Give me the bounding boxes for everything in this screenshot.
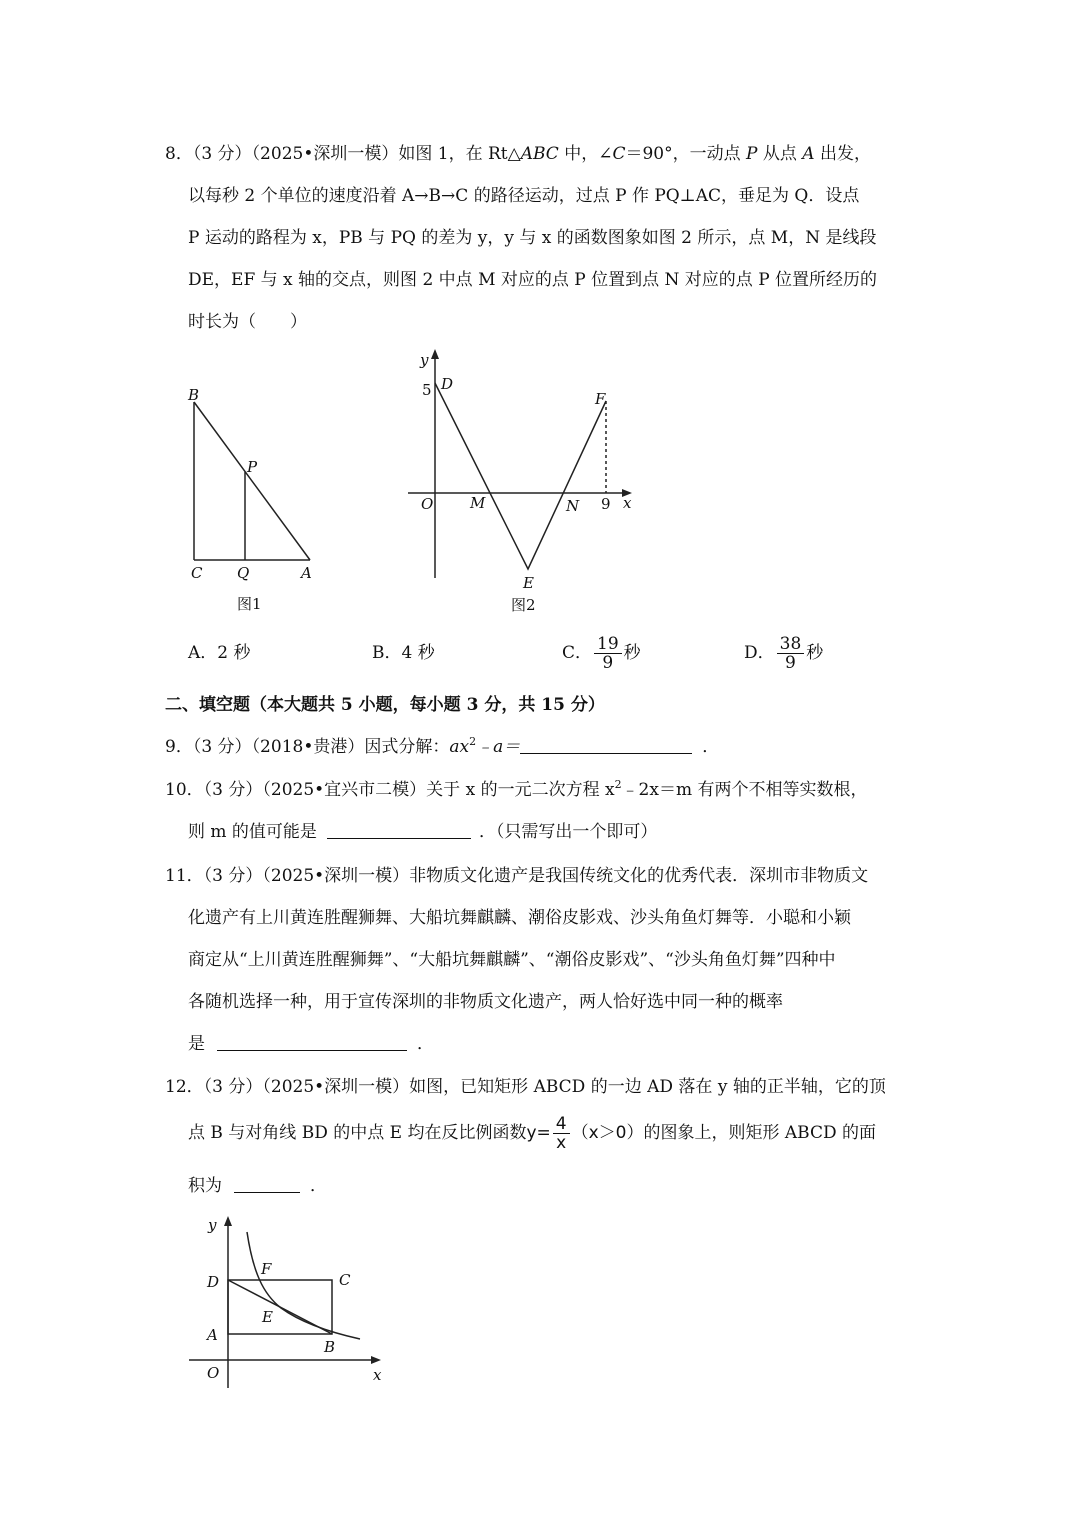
q12-text: 如图，已知矩形 ABCD 的一边 AD 落在 y 轴的正半轴，它的顶 (409, 1077, 886, 1097)
q10-line1 (165, 778, 868, 802)
q12-text: 点 B 与对角线 BD 的中点 E 均在反比例函数 (188, 1123, 527, 1143)
q12-line3 (188, 1174, 327, 1198)
q11-line1 (165, 864, 868, 888)
q10-line2 (188, 820, 657, 844)
q11-answer-blank[interactable] (217, 1034, 407, 1051)
q12-label-f: F (261, 1260, 272, 1278)
option-text: 2 秒 (217, 643, 251, 663)
q12-label-x: x (373, 1366, 382, 1384)
fraction-denominator: 9 (602, 653, 614, 673)
fig2-label-o: O (421, 495, 434, 513)
q8-line1 (165, 142, 871, 166)
q10-source: （2025•宜兴市二模） (262, 780, 427, 800)
fig2-label-e: E (523, 574, 534, 592)
q9-end: ． (702, 737, 720, 757)
q11-number: 11． (165, 866, 204, 886)
q8-option-a (188, 641, 251, 665)
option-unit: 秒 (806, 643, 824, 663)
q10-text: ．（只需写出一个即可） (478, 822, 658, 842)
q8-var: A (802, 144, 815, 164)
q8-text: 出发， (814, 144, 871, 164)
q12-figure (185, 1212, 395, 1397)
q10-score: （3 分） (203, 780, 263, 800)
q8-figure1 (180, 380, 330, 620)
fig1-side-ab (194, 402, 310, 560)
q9-text: 因式分解： (364, 737, 450, 757)
section2-title: 二、填空题（本大题共 5 小题，每小题 3 分，共 15 分） (165, 695, 605, 715)
option-letter: A． (188, 643, 218, 663)
q12-line2 (188, 1111, 876, 1155)
q12-text: 积为 (188, 1176, 222, 1196)
q8-option-c (562, 633, 641, 673)
q8-source: （2025•深圳一模） (251, 144, 399, 164)
q9-superscript: 2 (469, 735, 477, 748)
q10-answer-blank[interactable] (327, 822, 471, 839)
q8-line4: DE，EF 与 x 轴的交点，则图 2 中点 M 对应的点 P 位置到点 N 对应的点 P 位置所经历的 (188, 270, 878, 290)
q12-func-y: y= (526, 1123, 551, 1143)
q9-line1 (165, 735, 719, 759)
fig2-label-9: 9 (601, 495, 611, 513)
q12-func-condition: （x＞0） (571, 1123, 644, 1143)
q12-line1 (165, 1075, 886, 1099)
q8-line3: P 运动的路程为 x，PB 与 PQ 的差为 y，y 与 x 的函数图象如图 2 所示，点 M，N 是线段 (188, 228, 877, 248)
q8-number: 8． (165, 144, 193, 164)
q8-option-d (744, 633, 823, 673)
q12-label-a: A (207, 1326, 218, 1344)
option-text: 4 秒 (401, 643, 435, 663)
fraction-denominator: x (556, 1133, 567, 1153)
fraction-numerator: 19 (594, 635, 622, 654)
q12-source: （2025•深圳一模） (262, 1077, 410, 1097)
option-fraction (594, 635, 622, 672)
q8-line2: 以每秒 2 个单位的速度沿着 A→B→C 的路径运动，过点 P 作 PQ⊥AC，垂足为 Q．设点 (188, 186, 860, 206)
fig2-label-5: 5 (422, 381, 432, 399)
q12-label-e: E (262, 1308, 273, 1326)
q12-text: 的图象上，则矩形 ABCD 的面 (643, 1123, 877, 1143)
option-unit: 秒 (623, 643, 641, 663)
q10-text: ﹣2x＝m 有两个不相等实数根， (621, 780, 868, 800)
q11-source: （2025•深圳一模） (262, 866, 410, 886)
fig2-label-n: N (566, 497, 580, 515)
q12-label-c: C (339, 1271, 351, 1289)
q8-score: （3 分） (192, 144, 252, 164)
fig2-label-x: x (623, 494, 632, 512)
q11-line3: 商定从“上川黄连胜醒狮舞”、“大船坑舞麒麟”、“潮俗皮影戏”、“沙头角鱼灯舞”四种中 (188, 950, 836, 970)
q11-text: 是 (188, 1034, 205, 1054)
q12-label-b: B (324, 1338, 336, 1356)
q8-option-b (372, 641, 435, 665)
q12-label-d: D (207, 1273, 220, 1291)
q10-superscript: 2 (614, 778, 622, 791)
fig1-label-q: Q (237, 564, 250, 582)
fig1-label-a: A (301, 564, 312, 582)
q8-figure2 (400, 345, 650, 620)
q9-score: （3 分） (192, 737, 252, 757)
fig2-y-arrow (431, 349, 439, 359)
q11-score: （3 分） (203, 866, 263, 886)
fraction-numerator: 4 (553, 1115, 570, 1134)
q9-answer-blank[interactable] (520, 737, 692, 754)
q11-text: ． (417, 1034, 434, 1054)
q10-number: 10． (165, 780, 204, 800)
option-letter: B． (372, 643, 402, 663)
q12-text: ． (310, 1176, 327, 1196)
q9-expr: ax (449, 737, 470, 757)
q11-line2: 化遗产有上川黄连胜醒狮舞、大船坑舞麒麟、潮俗皮影戏、沙头角鱼灯舞等．小聪和小颖 (188, 908, 851, 928)
fig1-label-b: B (188, 386, 200, 404)
q12-score: （3 分） (203, 1077, 263, 1097)
fig2-graph-polyline (435, 383, 606, 569)
fig2-caption: 图2 (511, 596, 536, 614)
fraction-numerator: 38 (777, 635, 805, 654)
fraction-denominator: 9 (785, 653, 796, 673)
option-fraction (777, 635, 805, 672)
fig1-label-p: P (247, 458, 258, 476)
fig1-label-c: C (191, 564, 203, 582)
q11-line4: 各随机选择一种，用于宣传深圳的非物质文化遗产，两人恰好选中同一种的概率 (188, 992, 783, 1012)
q11-text: 非物质文化遗产是我国传统文化的优秀代表．深圳市非物质文 (409, 866, 869, 886)
option-letter: C． (562, 643, 593, 663)
fig2-label-m: M (470, 494, 486, 512)
q8-var: C (612, 144, 626, 164)
q12-y-arrow (224, 1216, 232, 1226)
q12-x-arrow (371, 1356, 381, 1364)
q8-text: 如图 1，在 Rt△ (398, 144, 521, 164)
q12-number: 12． (165, 1077, 204, 1097)
q9-number: 9． (165, 737, 193, 757)
fig2-label-f: F (595, 390, 606, 408)
q8-text: 中，∠ (558, 144, 613, 164)
q8-text: 从点 (757, 144, 803, 164)
q9-expr: ﹣a＝ (476, 737, 521, 757)
q8-var: ABC (520, 144, 559, 164)
q8-line5: 时长为（ ） (188, 312, 307, 332)
q8-text: ＝90°，一动点 (625, 144, 747, 164)
fig1-caption: 图1 (237, 595, 262, 613)
option-letter: D． (744, 643, 775, 663)
q11-line5 (188, 1032, 434, 1056)
fig2-label-y: y (420, 351, 429, 369)
q12-label-o: O (207, 1364, 220, 1382)
q10-text: 则 m 的值可能是 (188, 822, 317, 842)
fig2-label-d: D (441, 375, 454, 393)
q12-answer-blank[interactable] (234, 1176, 300, 1193)
q8-var: P (746, 144, 758, 164)
q12-func-fraction (553, 1115, 570, 1152)
q12-label-y: y (208, 1216, 217, 1234)
q10-text: 关于 x 的一元二次方程 x (426, 780, 615, 800)
q9-source: （2018•贵港） (251, 737, 365, 757)
